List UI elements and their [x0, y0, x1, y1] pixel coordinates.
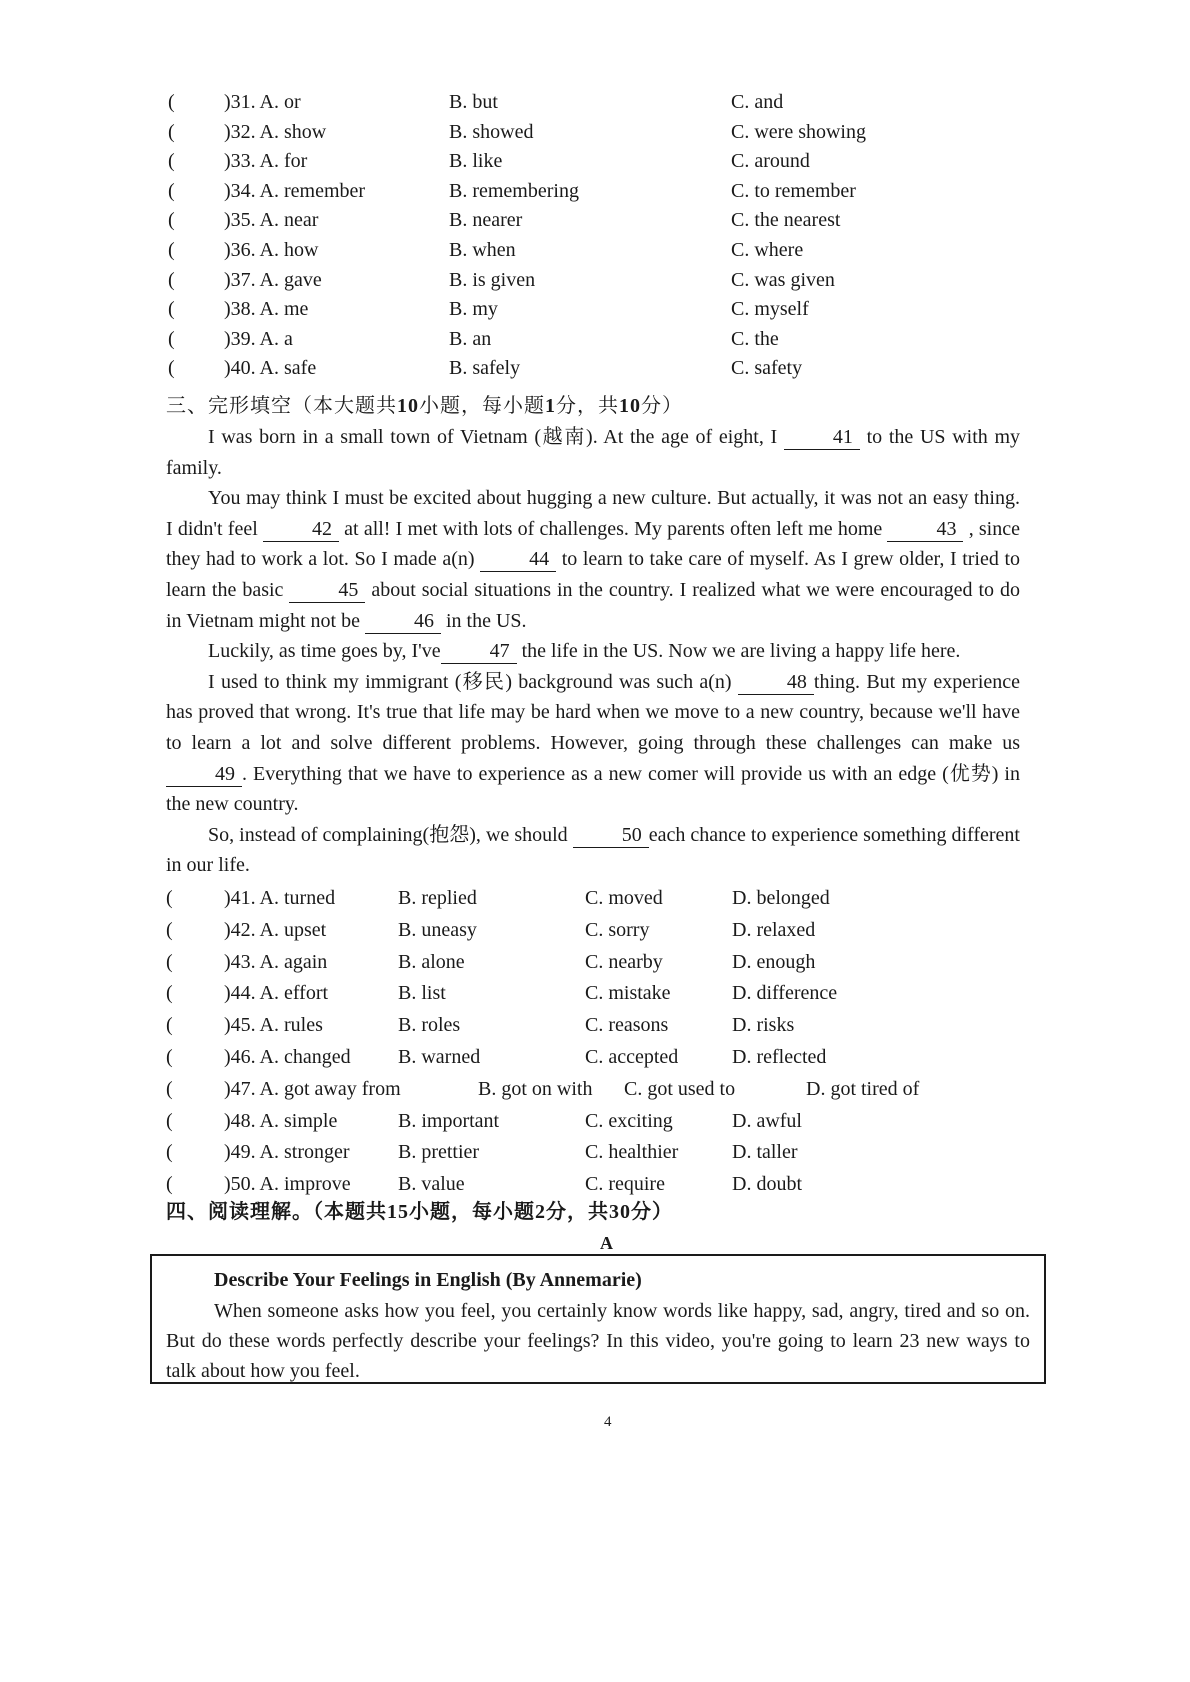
option-c: C. to remember	[731, 179, 856, 202]
paragraph-5	[166, 820, 1020, 881]
section-number: 三、完形填空	[166, 395, 292, 417]
blank-43: 43	[887, 517, 963, 542]
question-row	[168, 147, 1068, 177]
reading-body: When someone asks how you feel, you certainly know words like happy, sad, angry, tired and so on. But do these words perfectly describe your feelings? In this video, you're going to learn 23 new ways to talk about how you feel.	[166, 1300, 1030, 1382]
heading-text: 小题，每小题	[419, 395, 545, 417]
answer-paren: (	[168, 120, 175, 143]
option-d: D. reflected	[732, 1045, 827, 1068]
passage-text: Luckily, as time goes by, I've	[208, 640, 441, 663]
paragraph-3	[166, 636, 1020, 667]
option-a: )33. A. for	[224, 150, 308, 173]
option-c: C. and	[731, 91, 784, 113]
answer-paren: (	[168, 150, 175, 173]
question-row	[168, 206, 1068, 236]
option-b: B. remembering	[449, 179, 579, 202]
option-b: B. warned	[398, 1045, 481, 1068]
option-a: )44. A. effort	[224, 982, 329, 1005]
blank-42: 42	[263, 517, 339, 542]
passage-text: to the US with my family.	[166, 426, 1021, 479]
question-row	[166, 979, 1066, 1011]
answer-paren: (	[168, 238, 175, 261]
question-row	[166, 1075, 1066, 1107]
option-d: D. doubt	[732, 1173, 802, 1196]
option-b: B. value	[398, 1173, 465, 1196]
option-b: B. showed	[449, 120, 534, 143]
question-row	[166, 884, 1066, 916]
section-number: 四、阅读理解。	[166, 1201, 313, 1223]
option-b: B. list	[398, 982, 446, 1005]
question-row	[166, 1011, 1066, 1043]
question-row	[168, 236, 1068, 266]
answer-paren: (	[166, 1077, 173, 1100]
answer-paren: (	[168, 209, 175, 232]
option-c: C. mistake	[585, 982, 671, 1005]
heading-text: 分）	[631, 1201, 673, 1223]
option-a: )35. A. near	[224, 209, 319, 232]
option-c: C. where	[731, 238, 804, 261]
blank-44: 44	[480, 547, 556, 572]
points-each: 2	[535, 1201, 546, 1223]
question-row	[166, 1107, 1066, 1139]
option-a: )49. A. stronger	[224, 1141, 350, 1164]
option-c: C. got used to	[624, 1077, 736, 1100]
answer-paren: (	[166, 982, 173, 1005]
option-c: C. accepted	[585, 1045, 679, 1068]
question-row	[168, 177, 1068, 207]
option-a: )50. A. improve	[224, 1173, 351, 1196]
option-c: C. safety	[731, 357, 803, 380]
answer-paren: (	[166, 1141, 173, 1164]
heading-text: 分，共	[556, 395, 619, 417]
option-c: C. nearby	[585, 950, 663, 973]
passage-text: thing. But my experience has proved that wrong. It's true that life may be hard when we move to a new country, because we'll have to learn a lot and solve different problems. However, going through these challenges can make us	[166, 670, 1021, 754]
answer-paren: (	[166, 1109, 173, 1132]
option-a: )34. A. remember	[224, 179, 366, 202]
option-b: B. replied	[398, 887, 477, 909]
option-a: )42. A. upset	[224, 918, 327, 941]
question-row	[166, 1138, 1066, 1170]
question-row	[168, 88, 1068, 118]
section-3-heading	[166, 392, 683, 420]
option-b: B. nearer	[449, 209, 523, 232]
question-row	[166, 916, 1066, 948]
question-row	[168, 118, 1068, 148]
option-b: B. prettier	[398, 1141, 480, 1164]
option-d: D. belonged	[732, 887, 830, 909]
answer-paren: (	[168, 327, 175, 350]
passage-text: I was born in a small town of Vietnam (越南). At the age of eight, I	[208, 426, 784, 448]
option-b: B. but	[449, 91, 498, 113]
option-b: B. like	[449, 150, 503, 173]
option-c: C. was given	[731, 268, 835, 291]
paragraph-2	[166, 483, 1020, 636]
passage-text: each chance to experience something different in our life.	[166, 823, 1020, 877]
question-row	[168, 325, 1068, 355]
option-d: D. enough	[732, 950, 816, 973]
option-d: D. risks	[732, 1014, 795, 1037]
passage-text: You may think I must be excited about hugging a new culture. But actually, it was not an easy thing. I didn't feel	[166, 487, 1020, 540]
option-a: )37. A. gave	[224, 268, 322, 291]
option-a: )40. A. safe	[224, 357, 317, 380]
option-d: D. got tired of	[806, 1077, 920, 1100]
blank-49: 49	[166, 762, 242, 787]
total-points: 10	[619, 395, 641, 417]
question-row	[166, 948, 1066, 980]
question-row	[168, 295, 1068, 325]
option-c: C. reasons	[585, 1014, 669, 1037]
reading-box	[150, 1254, 1046, 1384]
option-a: )43. A. again	[224, 950, 328, 973]
option-c: C. were showing	[731, 120, 866, 143]
paragraph-4	[166, 667, 1020, 820]
blank-46: 46	[365, 609, 441, 634]
option-a: )32. A. show	[224, 120, 327, 143]
questions-41-50	[166, 884, 1066, 1202]
option-a: )31. A. or	[224, 91, 301, 113]
option-d: D. taller	[732, 1141, 798, 1164]
passage-text: at all! I met with lots of challenges. My parents often left me home	[338, 517, 888, 540]
passage-text: to learn to take care of myself. As I grew older, I tried to learn the basic	[166, 548, 1020, 601]
option-a: )47. A. got away from	[224, 1077, 401, 1100]
option-a: )46. A. changed	[224, 1045, 351, 1068]
option-b: B. my	[449, 298, 498, 321]
option-d: D. awful	[732, 1109, 802, 1132]
option-c: C. the nearest	[731, 209, 841, 232]
heading-text: 分）	[641, 395, 683, 417]
option-c: C. the	[731, 327, 779, 350]
option-b: B. roles	[398, 1014, 461, 1037]
option-a: )36. A. how	[224, 238, 319, 261]
option-a: )48. A. simple	[224, 1109, 338, 1132]
option-c: C. require	[585, 1173, 665, 1196]
cloze-passage	[166, 422, 1020, 881]
option-c: C. moved	[585, 887, 663, 909]
passage-text: So, instead of complaining(抱怨), we should	[208, 823, 573, 846]
blank-48: 48	[738, 670, 814, 695]
option-a: )39. A. a	[224, 327, 293, 350]
question-count: 15	[387, 1201, 409, 1223]
answer-paren: (	[166, 1173, 173, 1196]
option-a: )41. A. turned	[224, 887, 336, 909]
passage-text: , since they had to work a lot. So I made a(n)	[166, 517, 1020, 571]
question-row	[168, 354, 1068, 384]
option-c: C. myself	[731, 298, 809, 321]
passage-letter: A	[600, 1233, 613, 1253]
blank-41: 41	[784, 425, 860, 450]
questions-31-40	[168, 88, 1068, 384]
section-4-heading	[166, 1198, 673, 1226]
passage-text: . Everything that we have to experience as a new comer will provide us with an edge (优势) in the new country.	[166, 762, 1020, 816]
passage-text: I used to think my immigrant (移民) background was such a(n)	[208, 670, 738, 693]
answer-paren: (	[166, 1045, 173, 1068]
total-points: 30	[609, 1201, 631, 1223]
paragraph-1	[166, 422, 1020, 483]
heading-text: 小题，每小题	[409, 1201, 535, 1223]
option-c: C. sorry	[585, 918, 650, 941]
option-b: B. alone	[398, 950, 465, 973]
points-each: 1	[545, 395, 556, 417]
question-count: 10	[397, 395, 419, 417]
option-b: B. important	[398, 1109, 500, 1132]
answer-paren: (	[166, 887, 173, 909]
answer-paren: (	[168, 91, 175, 113]
option-d: D. relaxed	[732, 918, 816, 941]
answer-paren: (	[168, 268, 175, 291]
option-b: B. uneasy	[398, 918, 477, 941]
answer-paren: (	[168, 298, 175, 321]
page-number: 4	[604, 1414, 612, 1430]
option-b: B. an	[449, 327, 492, 350]
option-b: B. when	[449, 238, 516, 261]
option-b: B. got on with	[478, 1077, 593, 1100]
blank-47: 47	[441, 639, 517, 664]
heading-text: （本大题共	[292, 395, 397, 417]
blank-45: 45	[289, 578, 365, 603]
question-row	[166, 1043, 1066, 1075]
answer-paren: (	[168, 179, 175, 202]
answer-paren: (	[166, 1014, 173, 1037]
option-a: )45. A. rules	[224, 1014, 323, 1037]
option-a: )38. A. me	[224, 298, 309, 321]
option-d: D. difference	[732, 982, 838, 1005]
option-c: C. healthier	[585, 1141, 679, 1164]
option-b: B. safely	[449, 357, 521, 380]
reading-title: Describe Your Feelings in English (By Annemarie)	[214, 1269, 642, 1291]
answer-paren: (	[166, 918, 173, 941]
passage-text: in the US.	[440, 609, 527, 632]
heading-text: （本题共	[313, 1201, 387, 1223]
option-c: C. exciting	[585, 1109, 673, 1132]
option-b: B. is given	[449, 268, 536, 291]
passage-text: about social situations in the country. I realized what we were encouraged to do in Vietnam might not be	[166, 578, 1021, 632]
heading-text: 分，共	[546, 1201, 609, 1223]
blank-50: 50	[573, 823, 649, 848]
answer-paren: (	[168, 357, 175, 380]
option-c: C. around	[731, 150, 810, 173]
answer-paren: (	[166, 950, 173, 973]
question-row	[168, 266, 1068, 296]
passage-text: the life in the US. Now we are living a happy life here.	[516, 640, 961, 663]
